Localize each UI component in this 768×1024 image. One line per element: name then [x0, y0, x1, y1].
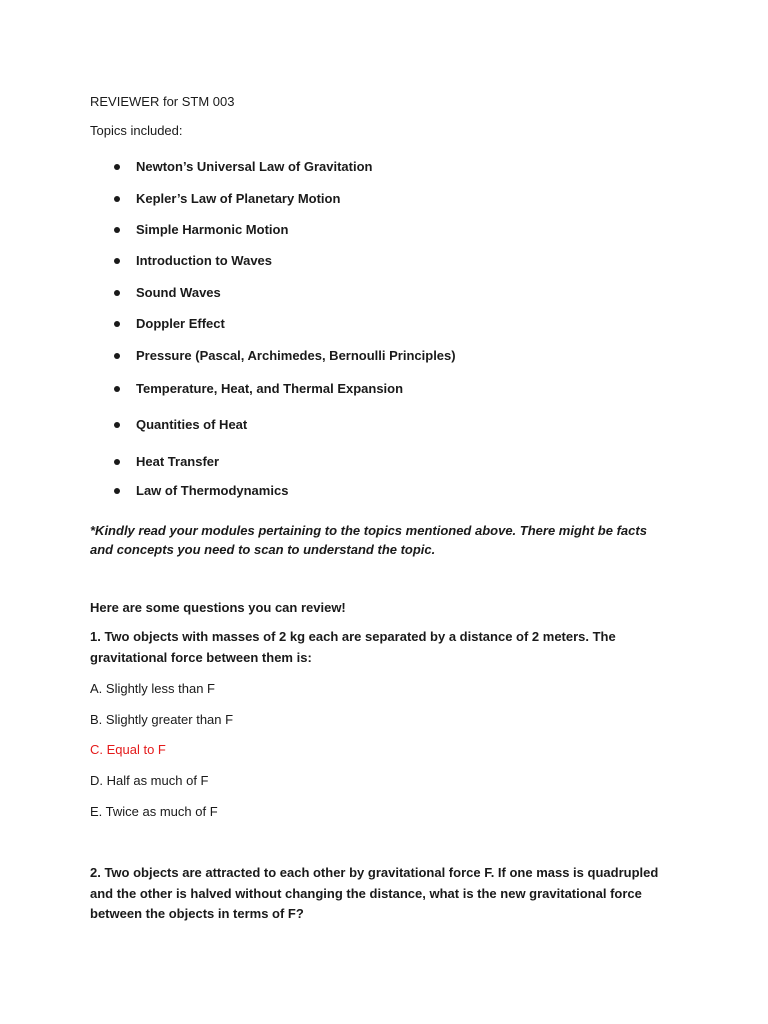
topic-item: Simple Harmonic Motion — [136, 222, 289, 237]
topic-item: Sound Waves — [136, 285, 221, 300]
note-line: and concepts you need to scan to understand the topic. — [90, 542, 436, 557]
topic-item: Law of Thermodynamics — [136, 483, 289, 498]
bullet-icon — [114, 258, 120, 264]
topic-item: Introduction to Waves — [136, 253, 273, 268]
topic-item: Kepler’s Law of Planetary Motion — [136, 191, 341, 206]
topic-item: Doppler Effect — [136, 316, 225, 331]
bullet-icon — [114, 227, 120, 233]
q1-choice-d: D. Half as much of F — [90, 773, 209, 788]
document-title: REVIEWER for STM 003 — [90, 94, 235, 109]
bullet-icon — [114, 164, 120, 170]
topic-item: Quantities of Heat — [136, 417, 248, 432]
bullet-icon — [114, 488, 120, 494]
q1-choice-a: A. Slightly less than F — [90, 681, 215, 696]
topic-item: Heat Transfer — [136, 454, 220, 469]
questions-intro: Here are some questions you can review! — [90, 600, 346, 615]
question-1-text: 1. Two objects with masses of 2 kg each are separated by a distance of 2 meters. The — [90, 629, 616, 644]
bullet-icon — [114, 290, 120, 296]
bullet-icon — [114, 459, 120, 465]
bullet-icon — [114, 386, 120, 392]
topic-item: Pressure (Pascal, Archimedes, Bernoulli Principles) — [136, 348, 456, 363]
bullet-icon — [114, 422, 120, 428]
bullet-icon — [114, 353, 120, 359]
topic-item: Newton’s Universal Law of Gravitation — [136, 159, 373, 174]
note-line: *Kindly read your modules pertaining to the topics mentioned above. There might be facts — [90, 523, 647, 538]
q1-choice-e: E. Twice as much of F — [90, 804, 218, 819]
question-1-text: gravitational force between them is: — [90, 650, 312, 665]
q1-choice-c-answer: C. Equal to F — [90, 742, 166, 757]
bullet-icon — [114, 321, 120, 327]
bullet-icon — [114, 196, 120, 202]
q1-choice-b: B. Slightly greater than F — [90, 712, 234, 727]
question-2-text: and the other is halved without changing the distance, what is the new gravitational force — [90, 886, 642, 901]
question-2-text: 2. Two objects are attracted to each other by gravitational force F. If one mass is quadrupled — [90, 865, 659, 880]
topics-heading: Topics included: — [90, 123, 183, 138]
topic-item: Temperature, Heat, and Thermal Expansion — [136, 381, 404, 396]
question-2-text: between the objects in terms of F? — [90, 906, 304, 921]
